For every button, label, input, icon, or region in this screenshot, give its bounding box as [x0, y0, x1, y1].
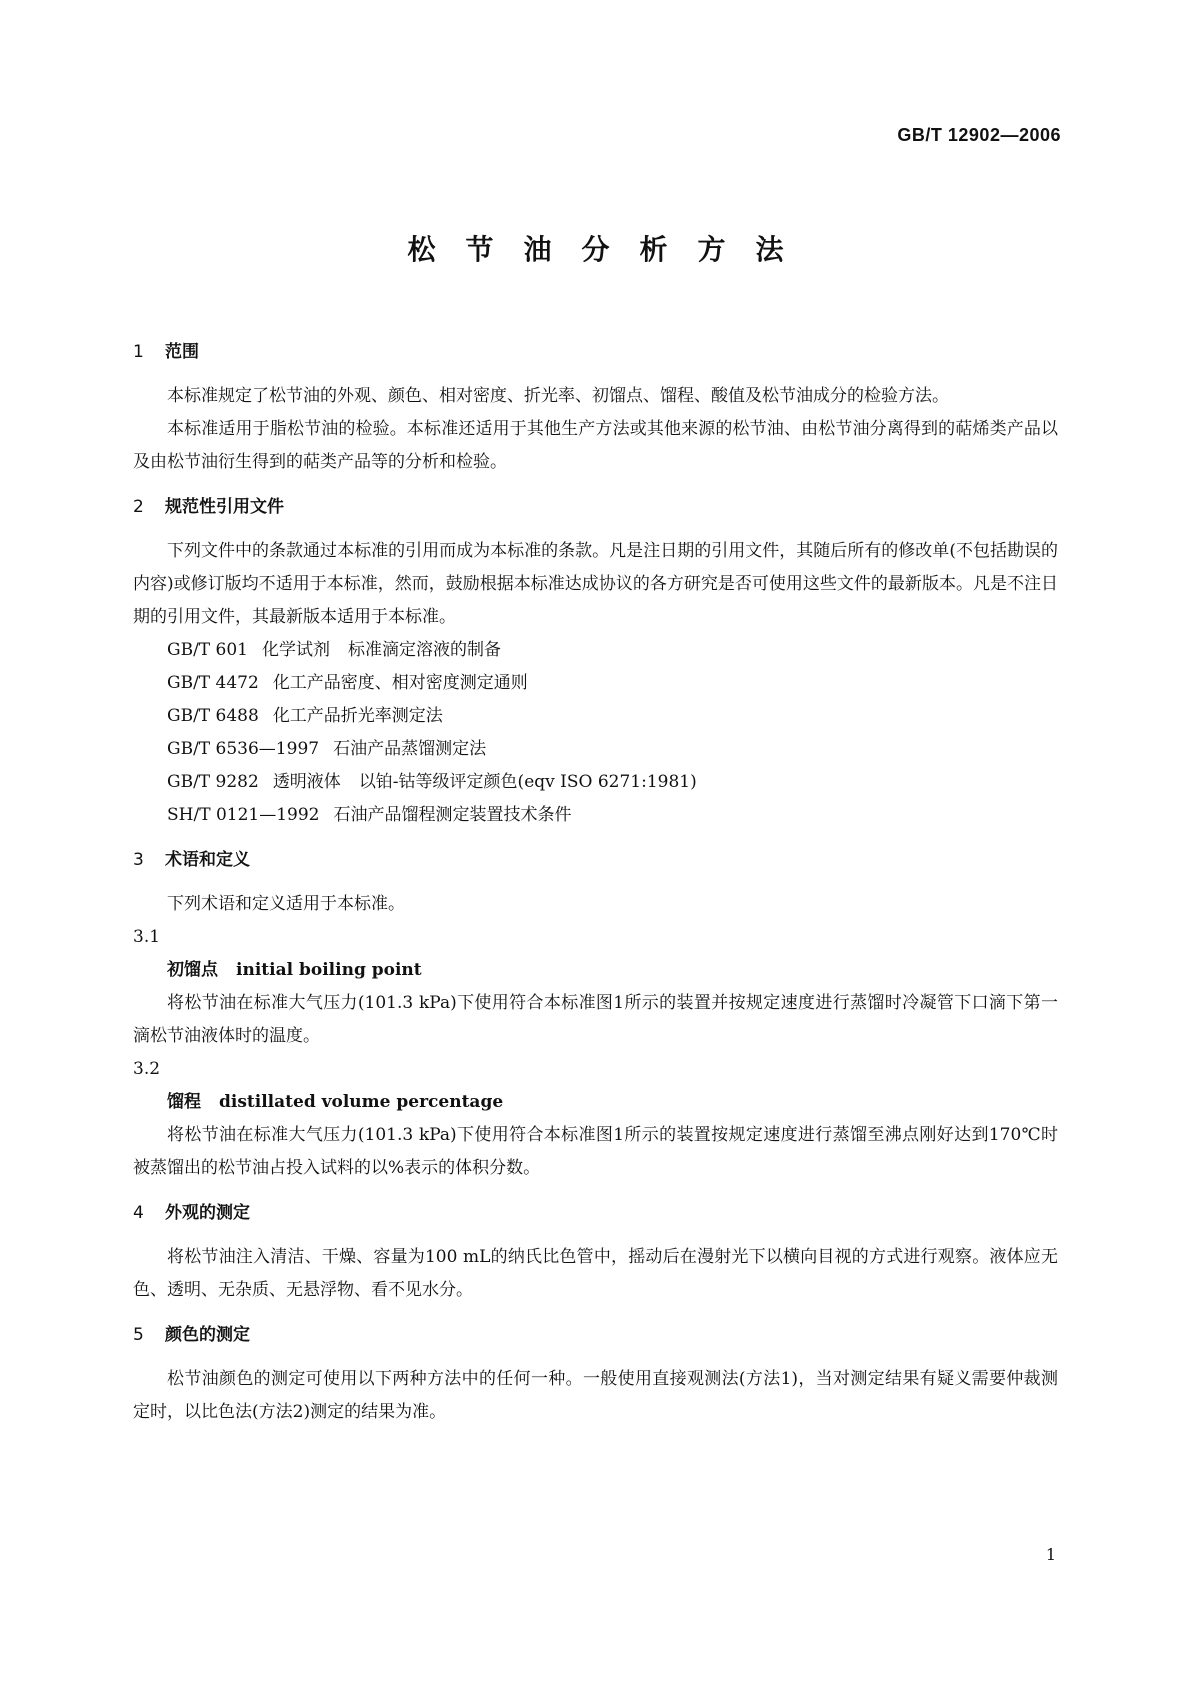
paragraph: 将松节油注入清洁、干燥、容量为100 mL的纳氏比色管中，摇动后在漫射光下以横向目视的方式进行观察。液体应无色、透明、无杂质、无悬浮物、看不见水分。: [133, 1247, 1058, 1300]
reference-subtitle: 以铂-钴等级评定颜色(eqv ISO 6271:1981): [358, 772, 697, 792]
term-definition: 将松节油在标准大气压力(101.3 kPa)下使用符合本标准图1所示的装置并按规定速度进行蒸馏时冷凝管下口滴下第一滴松节油液体时的温度。: [133, 993, 1058, 1046]
page-number: 1: [1045, 1545, 1056, 1564]
section-number: 3: [133, 850, 144, 870]
paragraph: 本标准规定了松节油的外观、颜色、相对密度、折光率、初馏点、馏程、酸值及松节油成分的检验方法。: [167, 386, 949, 406]
reference-code: GB/T 6536—1997: [167, 739, 320, 759]
reference-code: GB/T 6488: [167, 706, 259, 726]
section-title: 外观的测定: [165, 1203, 250, 1223]
section-heading-normative-references: [133, 493, 1058, 521]
section-heading-scope: [133, 338, 1058, 366]
reference-title: 透明液体: [272, 772, 341, 792]
paragraph: 下列文件中的条款通过本标准的引用而成为本标准的条款。凡是注日期的引用文件，其随后所有的修改单(不包括勘误的内容)或修订版均不适用于本标准，然而，鼓励根据本标准达成协议的各方研究是否可使用这些文件的最新版本。凡是不注日期的引用文件，其最新版本适用于本标准。: [133, 541, 1058, 627]
standard-code: GB/T 12902—2006: [897, 125, 1061, 145]
term-entry: [133, 954, 1058, 987]
term-definition: 将松节油在标准大气压力(101.3 kPa)下使用符合本标准图1所示的装置按规定速度进行蒸馏至沸点刚好达到170℃时被蒸馏出的松节油占投入试料的以%表示的体积分数。: [133, 1125, 1058, 1178]
reference-title: 石油产品蒸馏测定法: [333, 739, 487, 759]
term-zh: 初馏点: [167, 960, 218, 980]
section-title: 范围: [165, 342, 199, 362]
paragraph: 下列术语和定义适用于本标准。: [167, 894, 405, 914]
section-heading-terms: [133, 846, 1058, 874]
section-number: 1: [133, 342, 144, 362]
document-body: [133, 338, 1058, 1429]
clause-number: 3.2: [133, 1059, 161, 1079]
reference-code: SH/T 0121—1992: [167, 805, 320, 825]
reference-code: GB/T 4472: [167, 673, 259, 693]
reference-item: [133, 667, 1058, 700]
section-heading-color: [133, 1321, 1058, 1349]
section-title: 术语和定义: [165, 850, 250, 870]
reference-title: 化学试剂: [262, 640, 330, 660]
section-number: 5: [133, 1325, 144, 1345]
reference-item: [133, 733, 1058, 766]
reference-title: 石油产品馏程测定装置技术条件: [333, 805, 572, 825]
paragraph: 本标准适用于脂松节油的检验。本标准还适用于其他生产方法或其他来源的松节油、由松节油分离得到的萜烯类产品以及由松节油衍生得到的萜类产品等的分析和检验。: [133, 419, 1058, 472]
reference-item: [133, 700, 1058, 733]
reference-code: GB/T 601: [167, 640, 248, 660]
document-title: 松节油分析方法: [407, 233, 814, 266]
term-en: distillated volume percentage: [219, 1092, 504, 1112]
section-title: 规范性引用文件: [165, 497, 284, 517]
section-title: 颜色的测定: [165, 1325, 250, 1345]
reference-title: 化工产品折光率测定法: [272, 706, 443, 726]
reference-item: [133, 766, 1058, 799]
clause-number: 3.1: [133, 927, 161, 947]
term-en: initial boiling point: [236, 960, 422, 980]
reference-code: GB/T 9282: [167, 772, 259, 792]
reference-subtitle: 标准滴定溶液的制备: [348, 640, 501, 660]
term-zh: 馏程: [167, 1092, 201, 1112]
reference-item: [133, 634, 1058, 667]
paragraph: 松节油颜色的测定可使用以下两种方法中的任何一种。一般使用直接观测法(方法1)，当对测定结果有疑义需要仲裁测定时，以比色法(方法2)测定的结果为准。: [133, 1369, 1058, 1422]
term-entry: [133, 1086, 1058, 1119]
section-heading-appearance: [133, 1199, 1058, 1227]
reference-title: 化工产品密度、相对密度测定通则: [272, 673, 528, 693]
section-number: 4: [133, 1203, 144, 1223]
reference-item: [133, 799, 1058, 832]
section-number: 2: [133, 497, 144, 517]
